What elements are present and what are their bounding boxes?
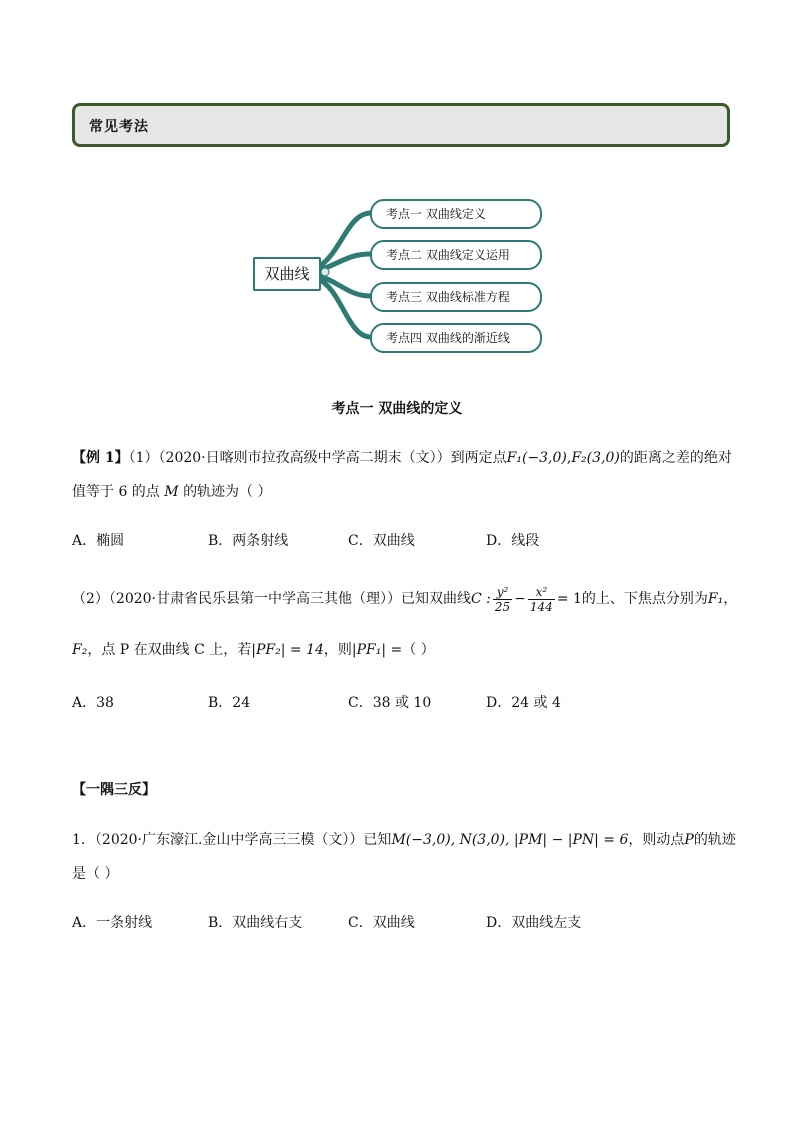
ask-pf1: |PF₁| = <box>351 642 403 658</box>
section-heading: 考点一 双曲线的定义 <box>331 401 463 417</box>
practice-option-c: C．双曲线 <box>348 915 415 931</box>
example2-line2-a: ，点 P 在双曲线 C 上，若 <box>87 642 252 658</box>
option-b: B．两条射线 <box>208 533 289 549</box>
mindmap-node-1: 考点一 双曲线定义 <box>370 199 542 229</box>
mindmap-node-2: 考点二 双曲线定义运用 <box>370 240 542 270</box>
option2-c: C．38 或 10 <box>348 695 432 711</box>
example2-line2-b: ，则 <box>323 642 352 658</box>
example2-text-suffix: 的上、下焦点分别为 <box>581 591 708 607</box>
example1-line2 <box>72 482 272 502</box>
point-f2: F₂(3,0) <box>571 450 620 466</box>
example1-text: （1）（2020·日喀则市拉孜高级中学高二期末（文））到两定点 <box>128 450 507 466</box>
practice-q1-suffix: ，则动点 <box>628 832 685 848</box>
minus-sign: − <box>514 591 526 607</box>
fraction-y-num: y² <box>493 585 512 600</box>
example2-line2 <box>72 640 435 660</box>
practice-option-b: B．双曲线右支 <box>208 915 303 931</box>
practice-q1-condition: M(−3,0), N(3,0), |PM| − |PN| = 6 <box>391 832 629 848</box>
example2-line1 <box>72 580 737 618</box>
condition-pf2: |PF₂| = 14 <box>251 642 324 658</box>
fraction-y <box>493 585 512 614</box>
mindmap-node-3: 考点三 双曲线标准方程 <box>370 282 542 312</box>
option-c: C．双曲线 <box>348 533 415 549</box>
example1-line2-text: 值等于 6 的点 <box>72 484 160 500</box>
point-m: M <box>164 484 179 500</box>
practice-q1-text: 1．（2020·广东濠江.金山中学高三三模（文））已知 <box>72 832 392 848</box>
fraction-x <box>528 585 555 614</box>
banner-title: 常见考法 <box>89 119 149 135</box>
example2-text: （2）（2020·甘肃省民乐县第一中学高三其他（理））已知双曲线 <box>72 591 471 607</box>
mindmap-hub-dot <box>321 268 329 276</box>
option2-b: B．24 <box>208 695 251 711</box>
comma: ， <box>723 591 738 607</box>
option2-d: D．24 或 4 <box>486 695 561 711</box>
practice-option-a: A．一条射线 <box>72 915 153 931</box>
focus-f1: F₁ <box>707 591 724 607</box>
point-p: P <box>684 832 694 848</box>
example1-line2-suffix: 的轨迹为（ ） <box>183 484 272 500</box>
fraction-x-den: 144 <box>529 599 553 614</box>
practice-q1-end: 的轨迹 <box>693 832 736 848</box>
example1-line1 <box>72 448 732 468</box>
focus-f2: F₂ <box>72 642 88 658</box>
curve-c: C : <box>471 591 491 607</box>
option-a: A．椭圆 <box>72 533 125 549</box>
separator: , <box>566 450 572 466</box>
option-d: D．线段 <box>486 533 540 549</box>
option2-a: A．38 <box>72 695 114 711</box>
example2-line2-c: （ ） <box>402 642 435 658</box>
example-label: 【例 1】 <box>72 450 129 466</box>
point-f1: F₁(−3,0) <box>506 450 567 466</box>
example1-text-suffix: 的距离之差的绝对 <box>619 450 732 466</box>
mindmap-node-4: 考点四 双曲线的渐近线 <box>370 323 542 353</box>
practice-label: 【一隅三反】 <box>72 782 156 798</box>
fraction-y-den: 25 <box>494 599 511 614</box>
fraction-x-num: x² <box>528 585 555 600</box>
practice-q1-line2: 是（ ） <box>72 866 119 882</box>
mindmap-root: 双曲线 <box>253 257 321 291</box>
practice-q1-line1 <box>72 830 736 850</box>
equals-one: = 1 <box>556 591 582 607</box>
practice-option-d: D．双曲线左支 <box>486 915 582 931</box>
